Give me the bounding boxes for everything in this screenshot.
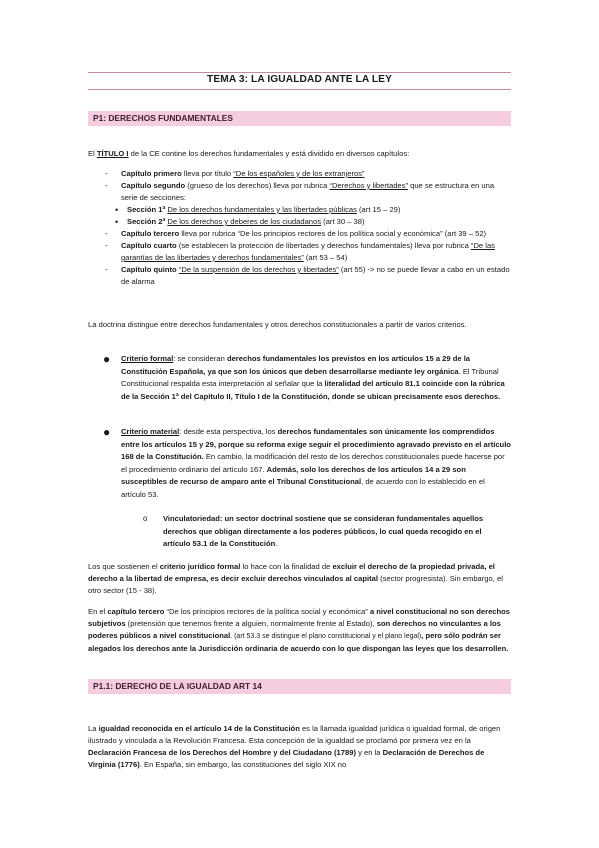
document-title: TEMA 3: LA IGUALDAD ANTE LA LEY	[207, 74, 392, 85]
criterio-formal-item: ● Criterio formal: se consideran derechos fundamentales los previstos en los artículos 15 a 29 de la Constitución Española, ya que son los únicos que deben desarrollarse mediante ley orgánica. El Tribunal Constitucional respalda esta interpretación al señalar que la literalidad del artículo 81.1 coincide con la rúbrica de la Sección 1ª del Capítulo II, Título I de la Constitución, donde se ubican precisamente esos derechos.	[103, 352, 505, 401]
intro-text-rest: de la CE contine los derechos fundamentales y está dividido en diversos capítulos:	[128, 149, 410, 158]
doctrina-paragraph: La doctrina distingue entre derechos fundamentales y otros derechos constitucionales a partir de varios criterios.	[88, 320, 467, 329]
criterio-material-item: ● Criterio material: desde esta perspectiva, los derechos fundamentales son únicamente los comprendidos entre los artículos 15 y 29, porque su reforma exige seguir el procedimiento agravado previsto en el artículo 168 de la Constitución. En cambio, la modificación del resto de los derechos constitucionales puede hacerse por el procedimiento ordinario del artículo 167. Además, solo los derechos de los artículos 14 a 29 son susceptibles de recurso de amparo ante el Tribunal Constitucional, de acuerdo con lo establecido en el artículo 53.	[103, 425, 511, 499]
criterio-juridico-paragraph: Los que sostienen el criterio jurídico formal lo hace con la finalidad de excluir el derecho de la propiedad privada, el derecho a la libertad de empresa, es decir excluir derechos vinculados al capital (sector progresista). Sin embargo, el otro sector (15 - 38).	[88, 562, 503, 595]
vinculatoriedad-item: o Vinculatoriedad: un sector doctrinal sostiene que se consideran fundamentales aquellos derechos que obligan directamente a los poderes públicos, lo cual queda recogido en el artículo 53.1 de la Constitución.	[143, 514, 484, 548]
chapter-item-1: - Capítulo primero lleva por título “De los españoles y de los extranjeros”	[105, 169, 365, 178]
bullet-icon: ●	[103, 352, 111, 366]
chapter-item-5: - Capítulo quinto “De la suspensión de los derechos y libertades” (art 55) -> no se puede llevar a cabo en un estado de alarma	[105, 265, 510, 286]
ring-bullet-icon: o	[143, 514, 148, 523]
section-heading-derechos-fundamentales: P1: DERECHOS FUNDAMENTALES	[88, 111, 511, 126]
title-bottom-rule	[88, 89, 511, 90]
intro-paragraph	[88, 148, 511, 160]
section-item-2: • Sección 2ª De los derechos y deberes de los ciudadanos (art 30 – 38)	[115, 217, 365, 227]
title-block	[88, 73, 511, 87]
capitulo-tercero-paragraph: En el capítulo tercero “De los principios rectores de la política social y económica” a nivel constitucional no son derechos subjetivos (pretensión que tenemos frente a alguien, normalmente frente al Estado), son derechos no vinculantes a los poderes públicos a nivel constitucional. (art 53.3 se distingue el plano constitucional y el plano legal), pero sólo podrán ser alegados los derechos ante la Jurisdicción ordinaria de acuerdo con lo que dispongan las leyes que los desarrollen.	[88, 607, 511, 653]
sections-list	[88, 204, 511, 228]
chapter-item-2: - Capítulo segundo (grueso de los derechos) lleva por rubrica “Derechos y libertades” que se estructura en una serie de secciones: • Sección 1ª De los derechos fundamentales y las libertades públicas (art 15 – 29) • Sección 2ª De los derechos y deberes de los ciudadanos (art 30 – 38)	[88, 180, 511, 228]
bullet-icon: ●	[103, 425, 111, 439]
chapter-item-3: - Capítulo tercero lleva por rubrica “De los principios rectores de los política social y económica” (art 39 – 52)	[105, 229, 487, 238]
chapters-list	[88, 168, 511, 288]
chapter-item-4: - Capítulo cuarto (se establecen la protección de libertades y derechos fundamentales) lleva por rubrica “De las garantías de las libertades y derechos fundamentales” (art 53 – 54)	[105, 241, 495, 262]
titulo-i-label: TÍTULO I	[96, 149, 129, 158]
intro-text: El	[88, 149, 97, 158]
section-heading-igualdad: P1.1: DERECHO DE LA IGUALDAD ART 14	[88, 679, 511, 694]
igualdad-paragraph: La igualdad reconocida en el artículo 14 de la Constitución es la llamada igualdad jurídica o igualdad formal, de origen ilustrado y vinculada a la Revolución Francesa. Esta concepción de la igualdad se proclamó por primera vez en la Declaración Francesa de los Derechos del Hombre y del Ciudadano (1789) y en la Declaración de Derechos de Virginia (1776). En España, sin embargo, las constituciones del siglo XIX no	[88, 724, 501, 769]
section-item-1: • Sección 1ª De los derechos fundamentales y las libertades públicas (art 15 – 29)	[115, 205, 401, 215]
